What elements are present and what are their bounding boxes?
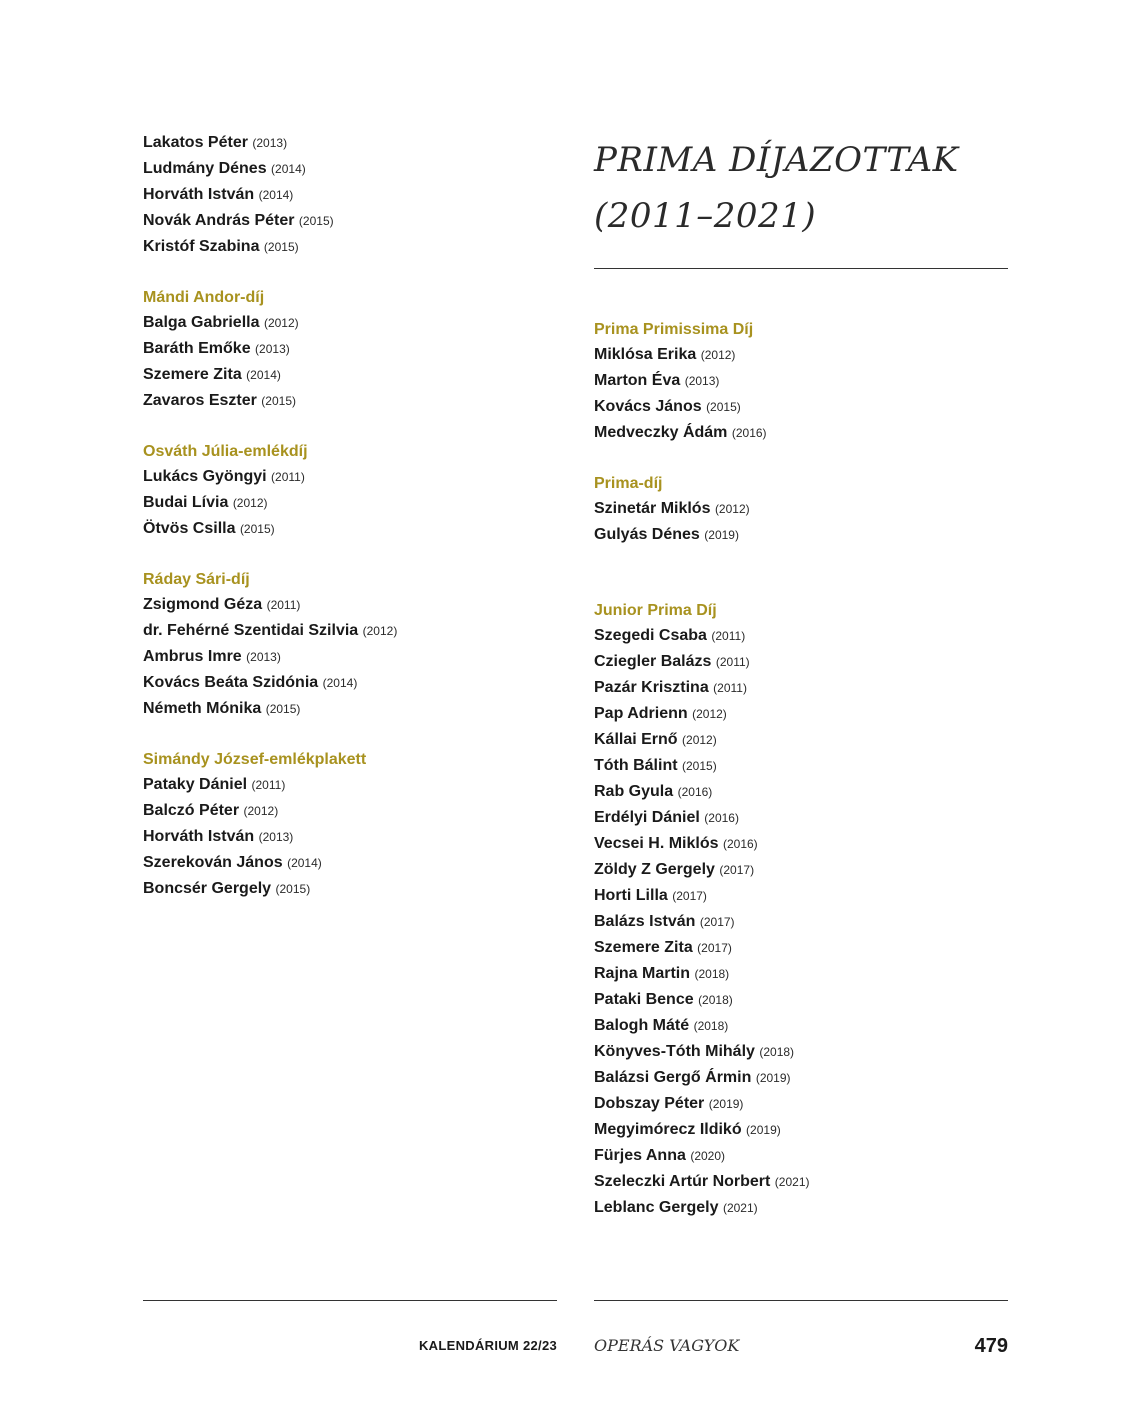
recipient-name: Balga Gabriella	[143, 314, 260, 331]
recipient-name: Baráth Emőke	[143, 340, 251, 357]
award-entry	[594, 623, 1008, 649]
award-year: (2011)	[271, 470, 305, 484]
award-entry	[143, 388, 563, 414]
award-year: (2012)	[682, 733, 717, 747]
award-year: (2015)	[263, 240, 299, 254]
recipient-name: Fürjes Anna	[594, 1147, 686, 1164]
award-entry	[594, 1013, 1008, 1039]
recipient-name: Balázsi Gergő Ármin	[594, 1069, 752, 1086]
award-year: (2016)	[722, 837, 758, 851]
recipient-name: Balogh Máté	[594, 1017, 690, 1034]
recipient-name: Rab Gyula	[594, 783, 674, 800]
award-entry	[594, 909, 1008, 935]
award-entry	[594, 1091, 1008, 1117]
footer-divider-left	[143, 1300, 557, 1301]
page-title-line2: (2011–2021)	[594, 196, 817, 236]
award-entry	[143, 130, 563, 156]
award-entry	[594, 883, 1008, 909]
recipient-name: Szemere Zita	[143, 366, 242, 383]
award-entry	[594, 935, 1008, 961]
award-year: (2012)	[714, 502, 750, 516]
award-year: (2015)	[275, 882, 311, 896]
recipient-name: Dobszay Péter	[594, 1095, 705, 1112]
right-award-sections	[594, 317, 1008, 1221]
award-heading: Prima Primissima Díj	[594, 321, 754, 338]
recipient-name: Ötvös Csilla	[143, 520, 236, 537]
award-heading: Osváth Júlia-emlékdíj	[143, 443, 308, 460]
award-year: (2011)	[266, 598, 301, 612]
award-year: (2014)	[287, 856, 322, 870]
recipient-name: Boncsér Gergely	[143, 880, 272, 897]
recipient-name: Novák András Péter	[143, 212, 295, 229]
award-year: (2020)	[690, 1149, 726, 1163]
award-entry	[143, 336, 563, 362]
recipient-name: Lakatos Péter	[143, 134, 248, 151]
award-entry	[143, 670, 563, 696]
award-entry	[143, 876, 563, 902]
award-year: (2011)	[251, 778, 286, 792]
recipient-name: Horváth István	[143, 828, 255, 845]
award-heading: Junior Prima Díj	[594, 602, 717, 619]
footer-section-title: OPERÁS VAGYOK	[594, 1336, 740, 1355]
award-heading: Ráday Sári-díj	[143, 571, 250, 588]
award-year: (2011)	[711, 629, 746, 643]
award-year: (2012)	[692, 707, 727, 721]
award-entry	[594, 675, 1008, 701]
award-entry	[594, 753, 1008, 779]
section-spacer	[143, 542, 563, 567]
page-title-line1: PRIMA DÍJAZOTTAK	[594, 140, 959, 180]
right-column	[594, 130, 1008, 1221]
recipient-name: Tóth Bálint	[594, 757, 678, 774]
award-entry	[594, 1143, 1008, 1169]
award-entry	[594, 727, 1008, 753]
award-year: (2018)	[698, 993, 733, 1007]
award-year: (2019)	[746, 1123, 781, 1137]
award-year: (2014)	[271, 162, 306, 176]
recipient-name: Gulyás Dénes	[594, 526, 700, 543]
award-section	[594, 598, 1008, 1221]
award-entry	[594, 1195, 1008, 1221]
title-spacer	[594, 244, 1008, 317]
award-section	[143, 747, 563, 902]
award-entry	[143, 310, 563, 336]
award-entry	[143, 464, 563, 490]
recipient-name: Pataki Bence	[594, 991, 694, 1008]
award-entry	[594, 961, 1008, 987]
award-year: (2018)	[694, 967, 730, 981]
award-entry	[594, 522, 1008, 548]
award-year: (2016)	[704, 811, 739, 825]
award-year: (2011)	[713, 681, 747, 695]
award-entry	[594, 857, 1008, 883]
award-heading: Mándi Andor-díj	[143, 289, 265, 306]
award-entry	[143, 234, 563, 260]
recipient-name: Szegedi Csaba	[594, 627, 707, 644]
award-entry	[594, 1039, 1008, 1065]
award-entry	[143, 772, 563, 798]
award-entry	[143, 592, 563, 618]
award-entry	[594, 420, 1008, 446]
award-entry	[143, 516, 563, 542]
award-year: (2016)	[677, 785, 713, 799]
award-year: (2015)	[706, 400, 741, 414]
page-number: 479	[974, 1335, 1008, 1357]
award-year: (2015)	[298, 214, 334, 228]
award-entry	[594, 394, 1008, 420]
section-spacer	[143, 260, 563, 285]
award-section	[594, 317, 1008, 446]
award-year: (2015)	[682, 759, 717, 773]
award-year: (2019)	[755, 1071, 791, 1085]
recipient-name: Kállai Ernő	[594, 731, 678, 748]
footer-publication: KALENDÁRIUM 22/23	[418, 1338, 557, 1353]
top-entry-list	[143, 130, 563, 260]
recipient-name: Balczó Péter	[143, 802, 240, 819]
award-year: (2017)	[697, 941, 732, 955]
title-divider	[594, 268, 1008, 269]
award-entry	[143, 798, 563, 824]
award-year: (2018)	[759, 1045, 795, 1059]
recipient-name: Ambrus Imre	[143, 648, 242, 665]
award-entry	[594, 1169, 1008, 1195]
award-year: (2015)	[261, 394, 296, 408]
award-entry	[594, 342, 1008, 368]
award-year: (2017)	[719, 863, 755, 877]
award-entry	[143, 182, 563, 208]
award-entry	[143, 618, 563, 644]
recipient-name: Kovács János	[594, 398, 702, 415]
section-spacer	[143, 414, 563, 439]
award-entry	[143, 490, 563, 516]
award-entry	[143, 362, 563, 388]
award-entry	[143, 696, 563, 722]
recipient-name: Németh Mónika	[143, 700, 262, 717]
recipient-name: Lukács Gyöngyi	[143, 468, 267, 485]
recipient-name: Budai Lívia	[143, 494, 229, 511]
recipient-name: Miklósa Erika	[594, 346, 697, 363]
award-heading: Simándy József-emlékplakett	[143, 751, 367, 768]
recipient-name: Zavaros Eszter	[143, 392, 257, 409]
recipient-name: Medveczky Ádám	[594, 424, 728, 441]
award-entry	[594, 701, 1008, 727]
award-year: (2021)	[722, 1201, 758, 1215]
award-entry	[594, 987, 1008, 1013]
award-entry	[594, 779, 1008, 805]
award-year: (2015)	[239, 522, 275, 536]
recipient-name: Rajna Martin	[594, 965, 691, 982]
award-entry	[143, 824, 563, 850]
award-year: (2014)	[322, 676, 358, 690]
recipient-name: Szemere Zita	[594, 939, 693, 956]
recipient-name: Szerekován János	[143, 854, 283, 871]
section-spacer	[594, 446, 1008, 471]
recipient-name: Zöldy Z Gergely	[594, 861, 715, 878]
recipient-name: Cziegler Balázs	[594, 653, 712, 670]
recipient-name: Könyves-Tóth Mihály	[594, 1043, 755, 1060]
award-entry	[143, 644, 563, 670]
award-entry	[594, 1065, 1008, 1091]
recipient-name: Horti Lilla	[594, 887, 668, 904]
recipient-name: Szeleczki Artúr Norbert	[594, 1173, 771, 1190]
left-award-sections	[143, 260, 563, 902]
award-entry	[594, 831, 1008, 857]
recipient-name: Zsigmond Géza	[143, 596, 263, 613]
left-column	[143, 130, 563, 902]
recipient-name: Kristóf Szabina	[143, 238, 260, 255]
recipient-name: Szinetár Miklós	[594, 500, 711, 517]
award-entry	[594, 805, 1008, 831]
award-entry	[594, 368, 1008, 394]
award-year: (2013)	[684, 374, 720, 388]
recipient-name: dr. Fehérné Szentidai Szilvia	[143, 622, 359, 639]
award-year: (2013)	[252, 136, 288, 150]
award-entry	[143, 850, 563, 876]
award-entry	[594, 1117, 1008, 1143]
award-year: (2013)	[258, 830, 294, 844]
section-spacer	[594, 548, 1008, 598]
award-year: (2021)	[774, 1175, 810, 1189]
recipient-name: Pazár Krisztina	[594, 679, 709, 696]
award-entry	[143, 208, 563, 234]
award-year: (2017)	[672, 889, 707, 903]
award-year: (2012)	[362, 624, 398, 638]
recipient-name: Balázs István	[594, 913, 696, 930]
award-entry	[594, 496, 1008, 522]
award-year: (2013)	[255, 342, 290, 356]
award-year: (2013)	[246, 650, 281, 664]
award-entry	[143, 156, 563, 182]
recipient-name: Horváth István	[143, 186, 255, 203]
award-heading: Prima-díj	[594, 475, 663, 492]
recipient-name: Ludmány Dénes	[143, 160, 267, 177]
page-title	[594, 132, 1008, 244]
award-section	[594, 471, 1008, 548]
award-year: (2012)	[263, 316, 299, 330]
award-year: (2014)	[246, 368, 281, 382]
recipient-name: Pap Adrienn	[594, 705, 688, 722]
award-year: (2012)	[243, 804, 279, 818]
award-entry	[594, 649, 1008, 675]
award-year: (2019)	[704, 528, 739, 542]
section-spacer	[143, 722, 563, 747]
recipient-name: Erdélyi Dániel	[594, 809, 700, 826]
footer-divider-right	[594, 1300, 1008, 1301]
award-section	[143, 567, 563, 722]
award-year: (2012)	[232, 496, 268, 510]
award-year: (2018)	[693, 1019, 729, 1033]
award-year: (2016)	[731, 426, 767, 440]
recipient-name: Megyimórecz Ildikó	[594, 1121, 742, 1138]
award-year: (2014)	[258, 188, 294, 202]
award-year: (2017)	[699, 915, 735, 929]
award-year: (2015)	[265, 702, 301, 716]
recipient-name: Pataky Dániel	[143, 776, 248, 793]
recipient-name: Kovács Beáta Szidónia	[143, 674, 319, 691]
recipient-name: Vecsei H. Miklós	[594, 835, 719, 852]
recipient-name: Marton Éva	[594, 372, 681, 389]
award-year: (2019)	[708, 1097, 744, 1111]
award-section	[143, 439, 563, 542]
award-section	[143, 285, 563, 414]
award-year: (2012)	[700, 348, 736, 362]
recipient-name: Leblanc Gergely	[594, 1199, 719, 1216]
award-year: (2011)	[715, 655, 750, 669]
